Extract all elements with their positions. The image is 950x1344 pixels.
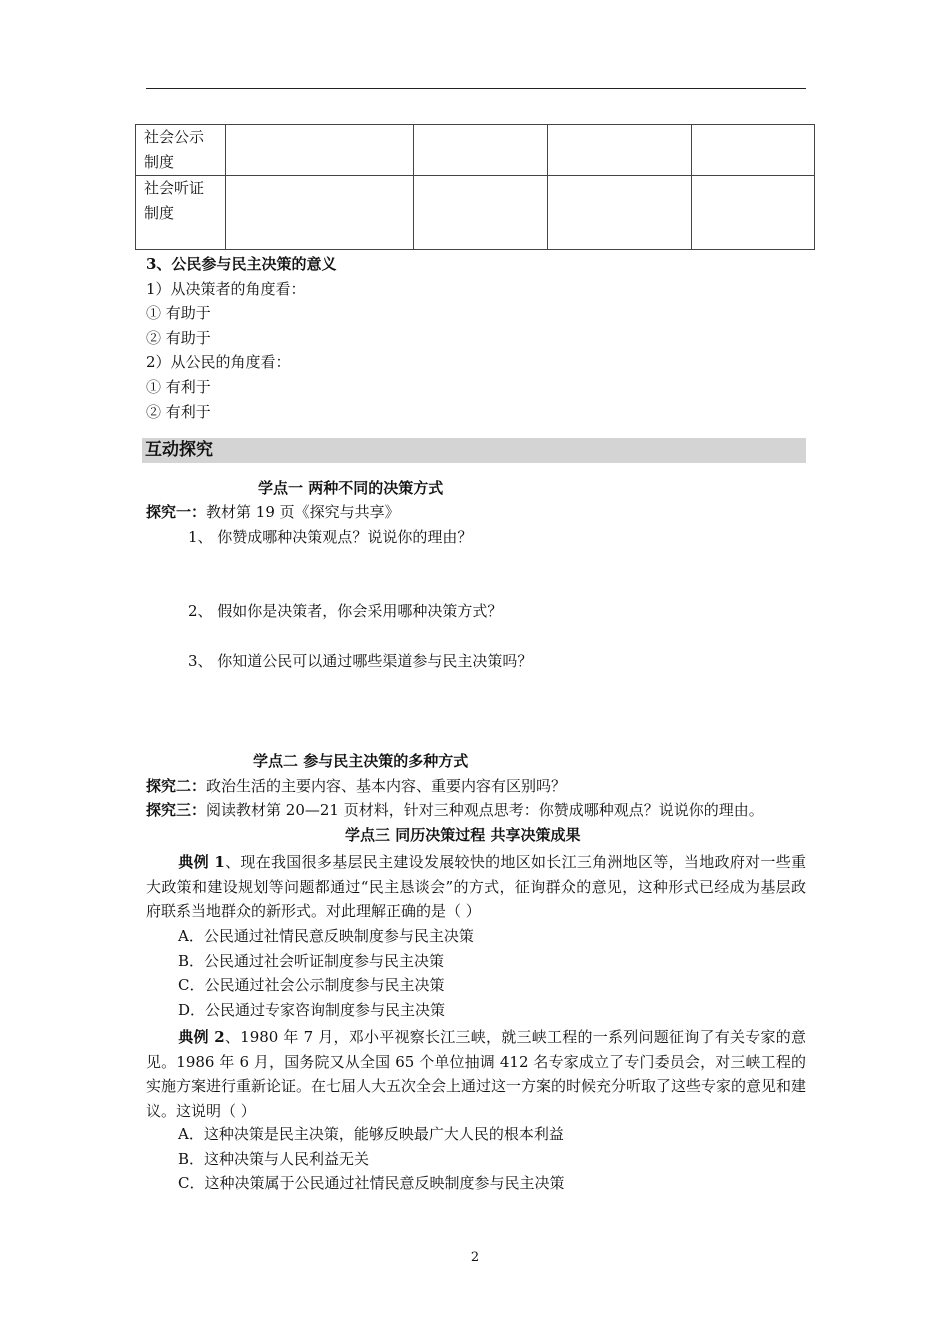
option-item: A．公民通过社情民意反映制度参与民主决策 <box>178 927 474 945</box>
table-cell-label <box>136 125 226 176</box>
explore1 <box>146 502 400 522</box>
citizen-view: 2）从公民的角度看： <box>146 353 291 371</box>
example2-paragraph <box>146 1025 806 1123</box>
table-cell-label <box>136 176 226 250</box>
fill-item: ② 有利于 <box>146 403 211 421</box>
explore-text: 教材第 19 页《探究与共享》 <box>206 503 400 521</box>
explore-label: 探究一： <box>146 503 207 521</box>
option-item: C．公民通过社会公示制度参与民主决策 <box>178 976 445 994</box>
explore-label: 探究三： <box>146 801 207 819</box>
row-label-line: 制度 <box>144 153 175 171</box>
example-text: 、1980 年 7 月，邓小平视察长江三峡，就三峡工程的一系列问题征询了有关专家的意见。1986 年 6 月，国务院又从全国 65 个单位抽调 412 名专家成立了专门委员会，对三峡工程的实施方案进行重新论证。在七届人大五次全会上通过这一方案的时候充分听取了这些专家的意见和建议。这说明（ ） <box>146 1028 807 1120</box>
option-item: B．公民通过社会听证制度参与民主决策 <box>178 952 445 970</box>
option-item: C．这种决策属于公民通过社情民意反映制度参与民主决策 <box>178 1174 565 1192</box>
section-header-bar <box>142 438 806 463</box>
point1-title: 学点一 两种不同的决策方式 <box>258 479 444 497</box>
row-label-line: 社会听证 <box>144 179 205 197</box>
example-text: 、现在我国很多基层民主建设发展较快的地区如长江三角洲地区等，当地政府对一些重大政策和建设规划等问题都通过“民主恳谈会”的方式，征询群众的意见，这种形式已经成为基层政府联系当地群众的新形式。对此理解正确的是（ ） <box>146 853 806 920</box>
table-cell <box>413 176 548 250</box>
fill-item: ② 有助于 <box>146 329 211 347</box>
table-cell <box>692 176 815 250</box>
example-label: 典例 1 <box>178 853 225 871</box>
fill-item: ① 有利于 <box>146 378 211 396</box>
option-item: D．公民通过专家咨询制度参与民主决策 <box>178 1001 446 1019</box>
table-cell <box>225 176 413 250</box>
section-title: 互动探究 <box>145 440 213 460</box>
explore2 <box>146 776 566 796</box>
table-row <box>136 176 815 250</box>
table-cell <box>692 125 815 176</box>
explore3 <box>146 800 764 820</box>
table-cell <box>225 125 413 176</box>
question-item: 2、 假如你是决策者，你会采用哪种决策方式？ <box>188 602 503 620</box>
explore-text: 阅读教材第 20—21 页材料，针对三种观点思考：你赞成哪种观点？说说你的理由。 <box>206 801 764 819</box>
table-cell <box>548 125 692 176</box>
explore-text: 政治生活的主要内容、基本内容、重要内容有区别吗？ <box>206 777 567 795</box>
example-label: 典例 2 <box>178 1028 225 1046</box>
point3-title: 学点三 同历决策过程 共享决策成果 <box>345 826 581 844</box>
example1-paragraph <box>146 850 806 924</box>
significance-heading: 3、公民参与民主决策的意义 <box>146 255 337 273</box>
row-label-line: 制度 <box>144 204 175 222</box>
header-rule <box>146 88 806 89</box>
question-item: 1、 你赞成哪种决策观点？说说你的理由？ <box>188 528 473 546</box>
fill-item: ① 有助于 <box>146 304 211 322</box>
row-label-line: 社会公示 <box>144 128 205 146</box>
point2-title: 学点二 参与民主决策的多种方式 <box>253 752 469 770</box>
question-item: 3、 你知道公民可以通过哪些渠道参与民主决策吗？ <box>188 652 533 670</box>
option-item: A．这种决策是民主决策，能够反映最广大人民的根本利益 <box>178 1125 564 1143</box>
table-cell <box>413 125 548 176</box>
page-number: 2 <box>470 1250 480 1265</box>
decision-maker-view: 1）从决策者的角度看： <box>146 280 306 298</box>
table-cell <box>548 176 692 250</box>
explore-label: 探究二： <box>146 777 207 795</box>
decision-systems-table <box>135 124 815 250</box>
table-row <box>136 125 815 176</box>
option-item: B．这种决策与人民利益无关 <box>178 1150 370 1168</box>
